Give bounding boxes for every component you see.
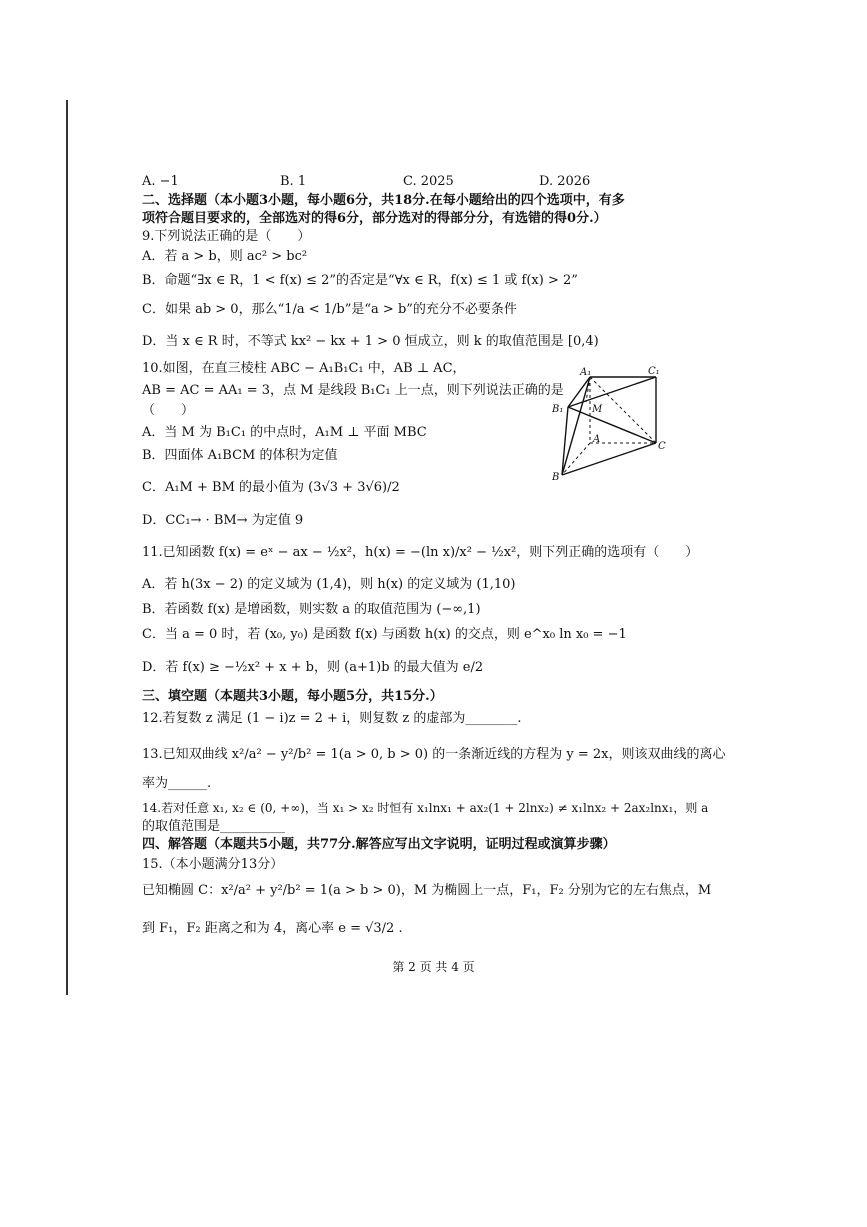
q8-option-b: B. 1 — [280, 174, 307, 189]
label-a1: A₁ — [580, 367, 592, 378]
q10-option-d: D．CC₁→ · BM→ 为定值 9 — [142, 513, 304, 528]
q15-head: 15.（本小题满分13分） — [142, 857, 284, 872]
q11-option-d: D．若 f(x) ≥ −½x² + x + b，则 (a+1)b 的最大值为 e/2 — [142, 660, 484, 675]
q10-option-b: B．四面体 A₁BCM 的体积为定值 — [142, 448, 338, 463]
label-m: M — [592, 404, 603, 415]
q11-stem: 11.已知函数 f(x) = eˣ − ax − ½x²，h(x) = −(ln x)/x² − ½x²，则下列正确的选项有（ ） — [142, 545, 699, 560]
q14-line-1: 14.若对任意 x₁, x₂ ∈ (0, +∞)，当 x₁ > x₂ 时恒有 x₁lnx₁ + ax₂(1 + 2lnx₂) ≠ x₁lnx₂ + 2ax₂lnx₁，则 a — [142, 801, 709, 815]
label-b1: B₁ — [552, 404, 564, 415]
q12: 12.若复数 z 满足 (1 − i)z = 2 + i，则复数 z 的虚部为________. — [142, 711, 522, 726]
q8-option-c: C. 2025 — [403, 174, 454, 189]
q11-option-c: C．当 a = 0 时，若 (x₀, y₀) 是函数 f(x) 与函数 h(x) 的交点，则 e^x₀ ln x₀ = −1 — [142, 627, 627, 642]
q8-option-a: A. −1 — [142, 174, 179, 189]
prism-figure — [548, 362, 678, 487]
q10-option-c: C．A₁M + BM 的最小值为 (3√3 + 3√6)/2 — [142, 480, 400, 495]
q10-stem-1: 10.如图，在直三棱柱 ABC − A₁B₁C₁ 中，AB ⊥ AC， — [142, 361, 466, 376]
label-c1: C₁ — [648, 366, 660, 377]
label-a: A — [593, 434, 601, 445]
q9-stem: 9.下列说法正确的是（ ） — [142, 229, 311, 244]
q15-line-1: 已知椭圆 C：x²/a² + y²/b² = 1(a > b > 0)，M 为椭圆上一点，F₁，F₂ 分别为它的左右焦点，M — [142, 883, 712, 898]
q10-option-a: A．当 M 为 B₁C₁ 的中点时，A₁M ⊥ 平面 MBC — [142, 425, 427, 440]
section4-heading: 四、解答题（本题共5小题，共77分.解答应写出文字说明，证明过程或演算步骤） — [142, 837, 616, 852]
section2-heading: 二、选择题（本小题3小题，每小题6分，共18分.在每小题给出的四个选项中，有多 — [142, 193, 625, 208]
label-c: C — [658, 441, 666, 452]
q13-line-1: 13.已知双曲线 x²/a² − y²/b² = 1(a > 0, b > 0) 的一条渐近线的方程为 y = 2x，则该双曲线的离心 — [142, 747, 726, 762]
q11-option-b: B．若函数 f(x) 是增函数，则实数 a 的取值范围为 (−∞,1) — [142, 602, 481, 617]
q9-option-a: A．若 a > b，则 ac² > bc² — [142, 249, 308, 264]
page-footer: 第 2 页 共 4 页 — [392, 960, 475, 974]
q9-option-b: B．命题“∃x ∈ R，1 < f(x) ≤ 2”的否定是“∀x ∈ R，f(x) ≤ 1 或 f(x) > 2” — [142, 273, 578, 288]
left-margin-line — [66, 100, 68, 995]
section3-heading: 三、填空题（本题共3小题，每小题5分，共15分.） — [142, 689, 443, 704]
q8-option-d: D. 2026 — [539, 174, 591, 189]
q9-option-d: D．当 x ∈ R 时，不等式 kx² − kx + 1 > 0 恒成立，则 k 的取值范围是 [0,4) — [142, 334, 599, 349]
q14-line-2: 的取值范围是__________ — [142, 819, 286, 834]
label-b: B — [552, 472, 560, 483]
q13-line-2: 率为______. — [142, 776, 212, 791]
q10-stem-3: （ ） — [142, 403, 195, 418]
q15-line-2: 到 F₁，F₂ 距离之和为 4，离心率 e = √3/2 . — [142, 921, 403, 936]
section2-heading-cont: 项符合题目要求的，全部选对的得6分，部分选对的得部分分，有选错的得0分.） — [142, 211, 607, 226]
q9-option-c: C．如果 ab > 0，那么“1/a < 1/b”是“a > b”的充分不必要条件 — [142, 302, 517, 317]
q11-option-a: A．若 h(3x − 2) 的定义域为 (1,4)，则 h(x) 的定义域为 (1,10) — [142, 577, 516, 592]
q10-stem-2: AB = AC = AA₁ = 3，点 M 是线段 B₁C₁ 上一点，则下列说法正确的是 — [142, 383, 564, 398]
